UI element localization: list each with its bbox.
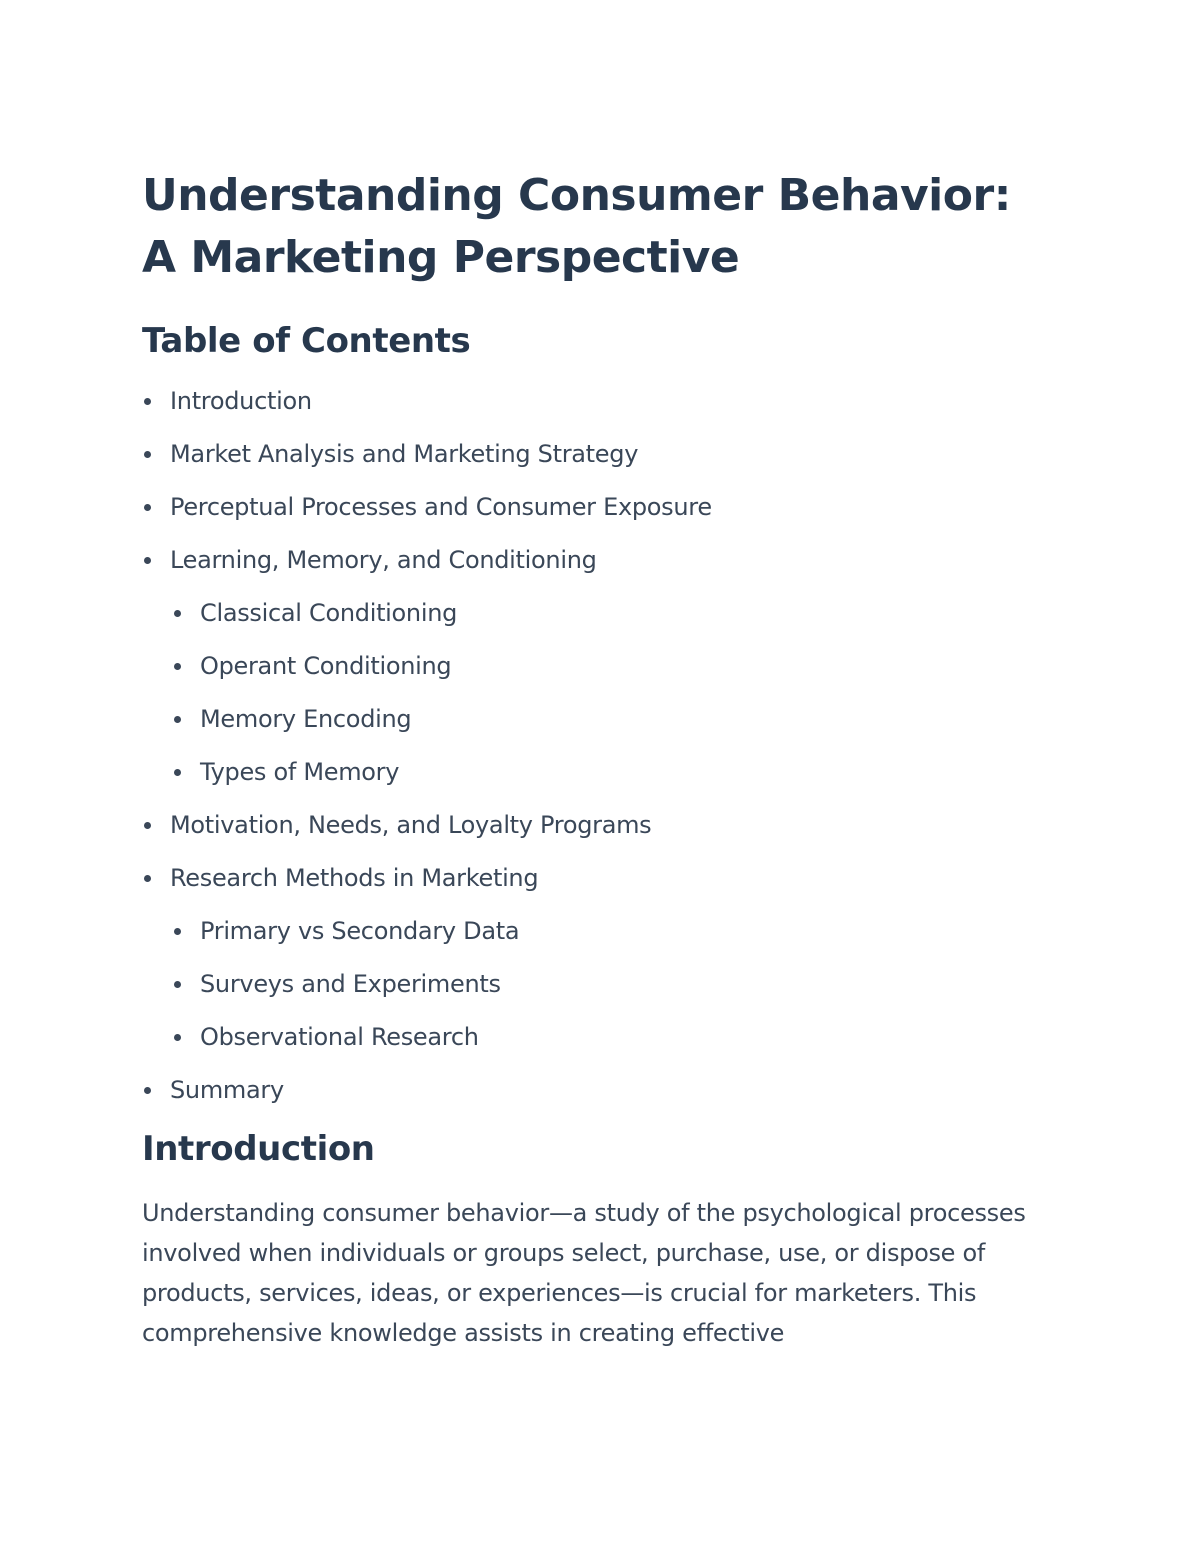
toc-item-label: Summary: [170, 1076, 284, 1104]
toc-item-summary[interactable]: [142, 1074, 1042, 1106]
toc-subitem-memory-encoding[interactable]: [142, 703, 1042, 735]
bullet-icon: [174, 1034, 181, 1041]
toc-subitem-surveys-experiments[interactable]: [142, 968, 1042, 1000]
bullet-icon: [174, 769, 181, 776]
bullet-icon: [174, 663, 181, 670]
toc-item-motivation[interactable]: [142, 809, 1042, 841]
bullet-icon: [144, 504, 151, 511]
toc-item-label: Classical Conditioning: [200, 599, 458, 627]
toc-item-label: Motivation, Needs, and Loyalty Programs: [170, 811, 652, 839]
bullet-icon: [174, 981, 181, 988]
toc-subitem-primary-secondary[interactable]: [142, 915, 1042, 947]
toc-item-perceptual-processes[interactable]: [142, 491, 1042, 523]
toc-subitem-observational-research[interactable]: [142, 1021, 1042, 1053]
toc-heading: Table of Contents: [142, 321, 471, 361]
toc-item-label: Primary vs Secondary Data: [200, 917, 520, 945]
document-page: [142, 165, 1042, 1353]
introduction-heading: Introduction: [142, 1129, 375, 1169]
bullet-icon: [174, 928, 181, 935]
toc-item-label: Learning, Memory, and Conditioning: [170, 546, 597, 574]
bullet-icon: [144, 1087, 151, 1094]
toc-item-label: Types of Memory: [200, 758, 400, 786]
toc-subitem-types-of-memory[interactable]: [142, 756, 1042, 788]
bullet-icon: [144, 557, 151, 564]
toc-subitem-operant-conditioning[interactable]: [142, 650, 1042, 682]
bullet-icon: [174, 716, 181, 723]
toc-item-label: Market Analysis and Marketing Strategy: [170, 440, 639, 468]
bullet-icon: [144, 822, 151, 829]
toc-item-label: Introduction: [170, 387, 312, 415]
toc-item-market-analysis[interactable]: [142, 438, 1042, 470]
toc-item-label: Observational Research: [200, 1023, 479, 1051]
toc-item-label: Surveys and Experiments: [200, 970, 501, 998]
bullet-icon: [174, 610, 181, 617]
bullet-icon: [144, 451, 151, 458]
toc-item-label: Operant Conditioning: [200, 652, 452, 680]
toc-item-label: Memory Encoding: [200, 705, 412, 733]
toc-item-research-methods[interactable]: [142, 862, 1042, 894]
bullet-icon: [144, 875, 151, 882]
toc-subitem-classical-conditioning[interactable]: [142, 597, 1042, 629]
table-of-contents: [142, 385, 1042, 1106]
toc-item-label: Perceptual Processes and Consumer Exposure: [170, 493, 712, 521]
document-title: Understanding Consumer Behavior: A Marketing Perspective: [142, 170, 1011, 283]
toc-item-learning-memory[interactable]: [142, 544, 1042, 576]
toc-item-label: Research Methods in Marketing: [170, 864, 539, 892]
introduction-paragraph: Understanding consumer behavior—a study of the psychological processes involved when individuals or groups select, purchase, use, or dispose of products, services, ideas, or experiences—is crucial for marketers. This comprehensive knowledge assists in creating effective: [142, 1199, 1026, 1347]
bullet-icon: [144, 398, 151, 405]
toc-item-introduction[interactable]: [142, 385, 1042, 417]
